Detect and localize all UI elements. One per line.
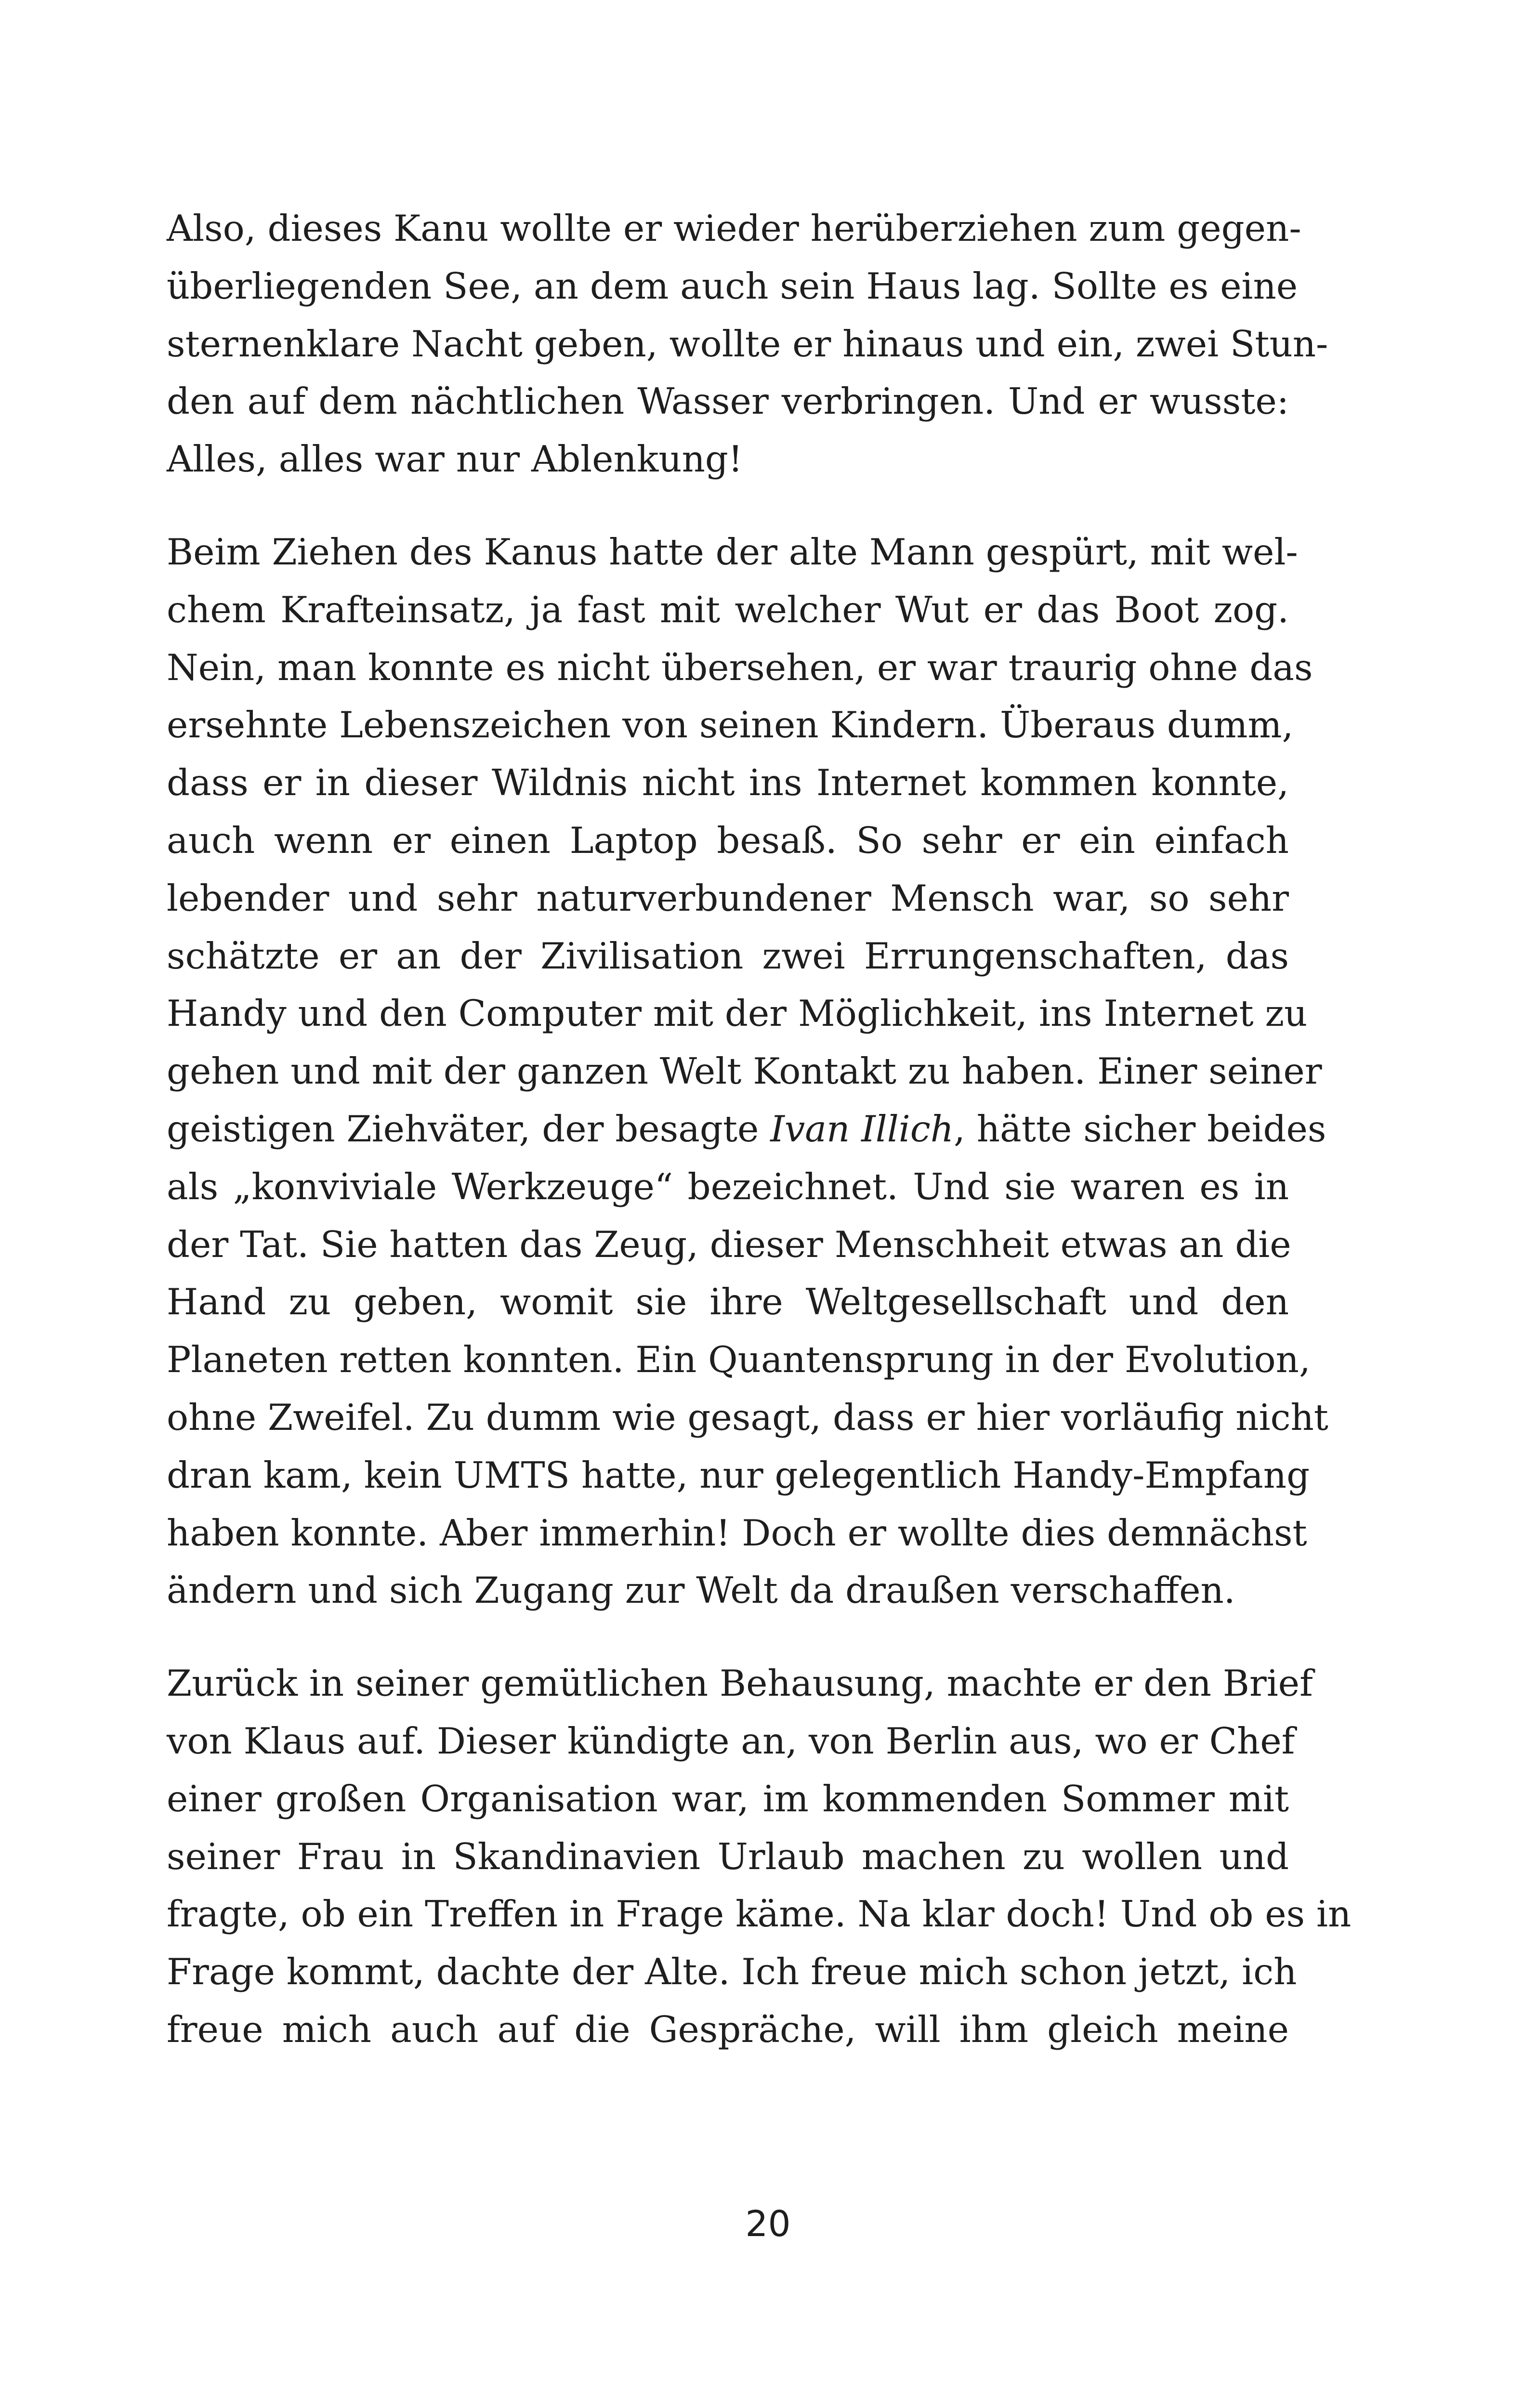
text-line: einer großen Organisation war, im kommenden Sommer mit	[167, 1777, 1289, 1820]
text-line: ohne Zweifel. Zu dumm wie gesagt, dass er hier vorläufig nicht	[167, 1396, 1328, 1439]
text-line: seiner Frau in Skandinavien Urlaub machen zu wollen und	[167, 1835, 1289, 1878]
text-line: schätzte er an der Zivilisation zwei Errungenschaften, das	[167, 934, 1289, 977]
text-line: Hand zu geben, womit sie ihre Weltgesellschaft und den	[167, 1281, 1289, 1323]
paragraph-3	[167, 1655, 1352, 2059]
text-line: der Tat. Sie hatten das Zeug, dieser Menschheit etwas an die	[167, 1223, 1291, 1266]
text-line: Alles, alles war nur Ablenkung!	[167, 438, 743, 481]
text-line: auch wenn er einen Laptop besaß. So sehr er ein einfach	[167, 819, 1289, 862]
text-line: ersehnte Lebenszeichen von seinen Kindern. Überaus dumm,	[167, 704, 1294, 746]
text-line: chem Krafteinsatz, ja fast mit welcher Wut er das Boot zog.	[167, 588, 1289, 631]
text-line: haben konnte. Aber immerhin! Doch er wollte dies demnächst	[167, 1511, 1307, 1554]
page-number: 20	[745, 2203, 791, 2245]
text-line: gehen und mit der ganzen Welt Kontakt zu haben. Einer seiner	[167, 1050, 1322, 1093]
text-line: Planeten retten konnten. Ein Quantensprung in der Evolution,	[167, 1338, 1311, 1381]
text-line: Nein, man konnte es nicht übersehen, er war traurig ohne das	[167, 646, 1313, 689]
text-line: Also, dieses Kanu wollte er wieder herüberziehen zum gegen-	[167, 207, 1301, 249]
text-line-with-italic: geistigen Ziehväter, der besagte Ivan Illich, hätte sicher beides	[167, 1107, 1326, 1150]
text-line: Beim Ziehen des Kanus hatte der alte Mann gespürt, mit wel-	[167, 530, 1298, 573]
text-line: sternenklare Nacht geben, wollte er hinaus und ein, zwei Stun-	[167, 322, 1328, 365]
paragraph-1	[167, 200, 1328, 488]
text-line: Handy und den Computer mit der Möglichkeit, ins Internet zu	[167, 992, 1308, 1035]
text-line: dran kam, kein UMTS hatte, nur gelegentlich Handy-Empfang	[167, 1453, 1310, 1496]
text-line: den auf dem nächtlichen Wasser verbringen. Und er wusste:	[167, 380, 1289, 423]
text-line: Zurück in seiner gemütlichen Behausung, machte er den Brief	[167, 1662, 1313, 1705]
paragraph-2	[167, 523, 1328, 1620]
italic-name: Ivan Illich	[770, 1107, 954, 1150]
text-line: überliegenden See, an dem auch sein Haus lag. Sollte es eine	[167, 264, 1298, 307]
text-line: fragte, ob ein Treffen in Frage käme. Na klar doch! Und ob es in	[167, 1893, 1352, 1936]
text-line: freue mich auch auf die Gespräche, will ihm gleich meine	[167, 2008, 1289, 2051]
text-line: ändern und sich Zugang zur Welt da draußen verschaffen.	[167, 1569, 1235, 1612]
text-line: Frage kommt, dachte der Alte. Ich freue mich schon jetzt, ich	[167, 1950, 1297, 1993]
text-line: als „konviviale Werkzeuge“ bezeichnet. Und sie waren es in	[167, 1165, 1289, 1208]
body-text	[167, 200, 1352, 2059]
text-line: lebender und sehr naturverbundener Mensch war, so sehr	[167, 877, 1289, 919]
text-line: von Klaus auf. Dieser kündigte an, von Berlin aus, wo er Chef	[167, 1719, 1295, 1762]
text-line: dass er in dieser Wildnis nicht ins Internet kommen konnte,	[167, 761, 1289, 804]
